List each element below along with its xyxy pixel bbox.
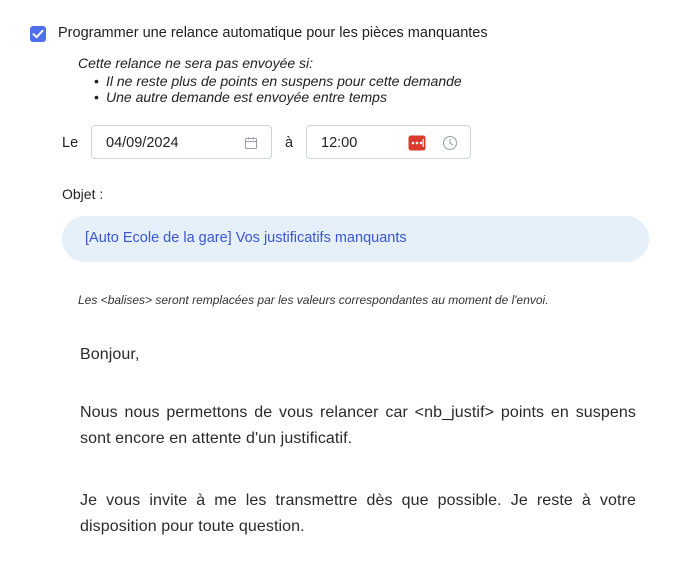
date-input[interactable] — [91, 125, 272, 159]
message-paragraph[interactable]: Nous nous permettons de vous relancer car <nb_justif> points en suspens sont encore en attente d'un justificatif. — [80, 404, 636, 447]
reminder-condition-item: • Il ne reste plus de points en suspens pour cette demande — [106, 73, 462, 89]
subject-label: Objet : — [62, 186, 104, 202]
reminder-condition-item: • Une autre demande est envoyée entre temps — [106, 89, 462, 105]
date-value: 04/09/2024 — [106, 135, 179, 151]
auto-reminder-label[interactable]: Programmer une relance automatique pour les pièces manquantes — [58, 25, 488, 41]
reminder-note-title: Cette relance ne sera pas envoyée si: — [78, 55, 314, 71]
message-greeting[interactable]: Bonjour, — [80, 346, 140, 363]
auto-reminder-checkbox[interactable] — [30, 26, 46, 42]
reminder-conditions-list — [106, 73, 462, 105]
checkmark-icon — [32, 29, 44, 39]
subject-value: [Auto Ecole de la gare] Vos justificatifs manquants — [85, 230, 407, 246]
calendar-icon[interactable] — [244, 136, 258, 150]
time-value: 12:00 — [321, 135, 358, 151]
time-input[interactable] — [306, 125, 471, 159]
time-label: à — [285, 135, 294, 151]
message-paragraph[interactable]: Je vous invite à me les transmettre dès que possible. Je reste à votre disposition pour toute question. — [80, 492, 636, 535]
clock-icon[interactable] — [442, 135, 458, 151]
subject-field[interactable] — [62, 216, 649, 262]
date-label: Le — [62, 135, 79, 151]
tags-hint: Les <balises> seront remplacées par les valeurs correspondantes au moment de l'envoi. — [78, 293, 549, 307]
password-manager-extension-icon[interactable] — [408, 135, 426, 151]
